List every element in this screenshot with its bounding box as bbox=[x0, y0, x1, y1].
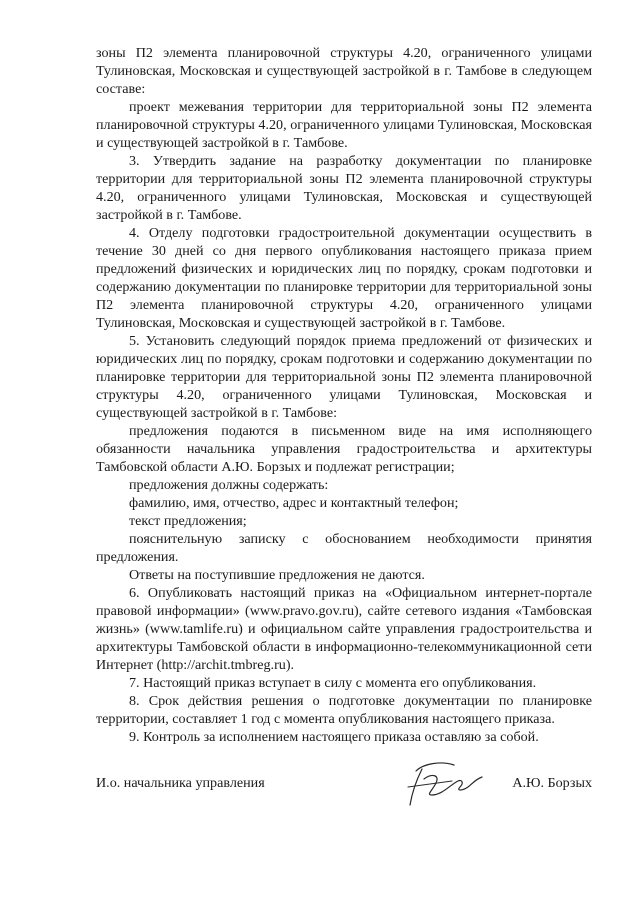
paragraph-item-7: 7. Настоящий приказ вступает в силу с момента его опубликования. bbox=[129, 675, 537, 691]
paragraph-item-6: 6. Опубликовать настоящий приказ на «Официальном интернет-портале правовой информации» (www.pravo.gov.ru), сайте сетевого издания «Тамбовская жизнь» (www.tamlife.ru) и официальном сайте управления градостроительства и архитектуры Тамбовской области в информационно-телекоммуникационной сети Интернет (http://archit.tmbreg.ru). bbox=[96, 585, 592, 673]
handwritten-signature bbox=[402, 757, 488, 809]
paragraph-item-3: 3. Утвердить задание на разработку документации по планировке территории для территориальной зоны П2 элемента планировочной структуры 4.20, ограниченного улицами Тулиновская, Московская и существующей застройкой в г. Тамбове. bbox=[96, 153, 592, 223]
paragraph-project-composition: проект межевания территории для территориальной зоны П2 элемента планировочной структуры 4.20, ограниченного улицами Тулиновская, Московская и существующей застройкой в г. Тамбове. bbox=[96, 99, 592, 151]
paragraph-contain-name: фамилию, имя, отчество, адрес и контактный телефон; bbox=[129, 495, 459, 511]
document-body bbox=[96, 44, 592, 746]
paragraph-item-5: 5. Установить следующий порядок приема предложений от физических и юридических лиц по порядку, срокам подготовки и содержанию документации по планировке территории для территориальной зоны П2 элемента планировочной структуры 4.20, ограниченного улицами Тулиновская, Московская и существующей застройкой в г. Тамбове: bbox=[96, 333, 592, 421]
signatory-name: А.Ю. Борзых bbox=[512, 775, 592, 791]
paragraph-contain-text: текст предложения; bbox=[129, 513, 247, 529]
paragraph-proposals-contain: предложения должны содержать: bbox=[129, 477, 329, 493]
paragraph-contain-note: пояснительную записку с обоснованием необходимости принятия предложения. bbox=[96, 531, 592, 565]
signatory-title: И.о. начальника управления bbox=[96, 775, 265, 791]
paragraph-item-8: 8. Срок действия решения о подготовке документации по планировке территории, составляет 1 год с момента опубликования настоящего приказа. bbox=[96, 693, 592, 727]
paragraph-item-9: 9. Контроль за исполнением настоящего приказа оставляю за собой. bbox=[129, 729, 539, 745]
paragraph-item-4: 4. Отделу подготовки градостроительной документации осуществить в течение 30 дней со дня первого опубликования настоящего приказа прием предложений физических и юридических лиц по порядку, срокам подготовки и содержанию документации по планировке территории для территориальной зоны П2 элемента планировочной структуры 4.20, ограниченного улицами Тулиновская, Московская и существующей застройкой в г. Тамбове. bbox=[96, 225, 592, 331]
paragraph-no-answers: Ответы на поступившие предложения не даются. bbox=[129, 567, 425, 583]
paragraph-intro-continuation: зоны П2 элемента планировочной структуры 4.20, ограниченного улицами Тулиновская, Московская и существующей застройкой в г. Тамбове в следующем составе: bbox=[96, 45, 592, 97]
signature-block bbox=[96, 771, 592, 801]
paragraph-proposals-submission: предложения подаются в письменном виде на имя исполняющего обязанности начальника управления градостроительства и архитектуры Тамбовской области А.Ю. Борзых и подлежат регистрации; bbox=[96, 423, 592, 475]
